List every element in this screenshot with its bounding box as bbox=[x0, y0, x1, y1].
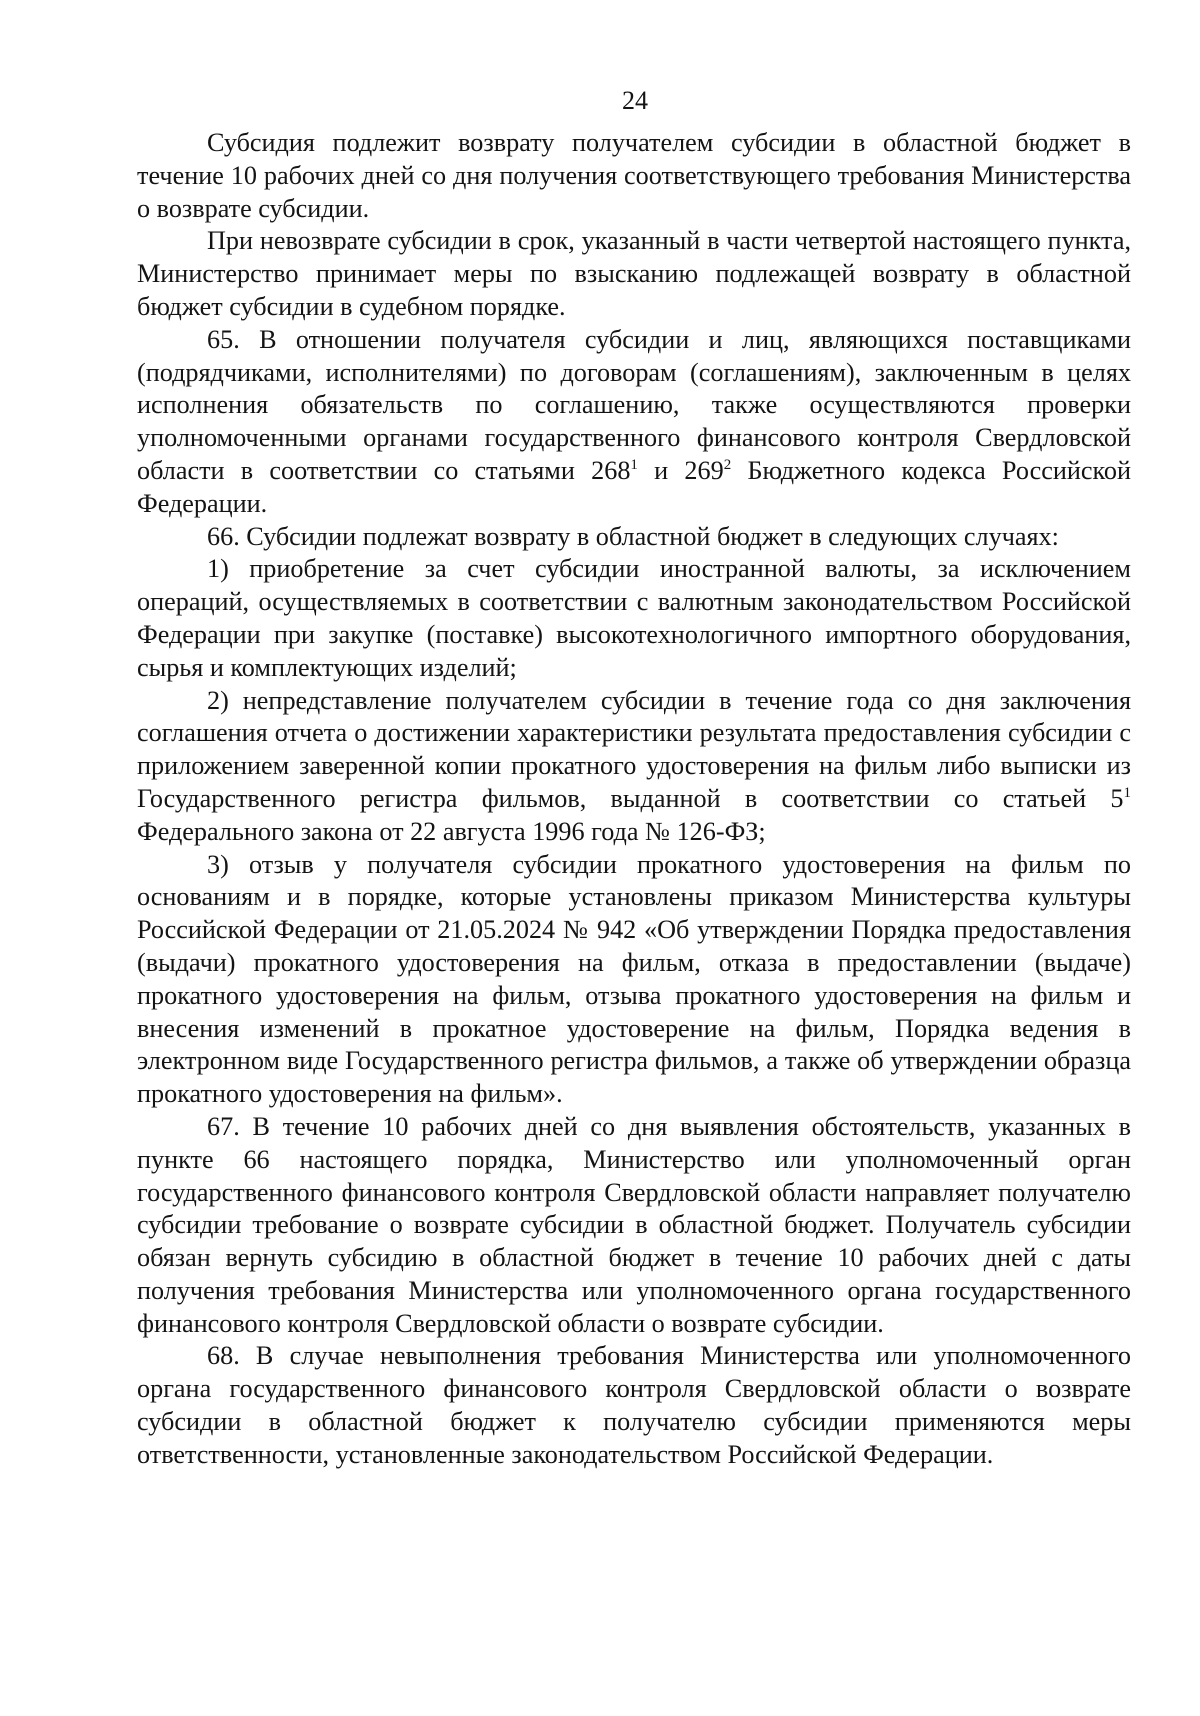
list-item-2-text-part2: Федерального закона от 22 августа 1996 года № 126-ФЗ; bbox=[137, 816, 766, 846]
superscript-article-5: 1 bbox=[1123, 784, 1131, 801]
paragraph-65-text-part2: и 269 bbox=[637, 455, 724, 485]
page-number: 24 bbox=[622, 86, 648, 115]
paragraph-non-return-measures: При невозврате субсидии в срок, указанный в части четвертой настоящего пункта, Министерство принимает меры по взысканию подлежащей возврату в областной бюджет субсидии в судебном порядке. bbox=[137, 226, 1131, 321]
list-item-2-text-part1: 2) непредставление получателем субсидии в течение года со дня заключения соглашения отчета о достижении характеристики результата предоставления субсидии с приложением заверенной копии прокатного удостоверения на фильм либо выписки из Государственного регистра фильмов, выданной в соответствии со статьей 5 bbox=[137, 685, 1131, 813]
superscript-article-269: 2 bbox=[723, 456, 732, 473]
paragraph-65-inspections bbox=[137, 324, 1131, 521]
superscript-article-268: 1 bbox=[630, 456, 638, 473]
list-item-3-certificate-revoked: 3) отзыв у получателя субсидии прокатного удостоверения на фильм по основаниям и в порядке, которые установлены приказом Министерства культуры Российской Федерации от 21.05.2024 № 942 «Об утверждении Порядка предоставления (выдачи) прокатного удостоверения на фильм, отказа в предоставлении (выдаче) прокатного удостоверения на фильм, отзыва прокатного удостоверения на фильм и внесения изменений в прокатное удостоверение на фильм, Порядка ведения в электронном виде Государственного регистра фильмов, а также об утверждении образца прокатного удостоверения на фильм». bbox=[137, 849, 1131, 1109]
paragraph-68-liability: 68. В случае невыполнения требования Министерства или уполномоченного органа государственного финансового контроля Свердловской области о возврате субсидии в областной бюджет к получателю субсидии применяются меры ответственности, установленные законодательством Российской Федерации. bbox=[137, 1341, 1131, 1469]
paragraph-65-text-part3: Бюджетного кодекса Российской Федерации. bbox=[137, 455, 1131, 518]
list-item-1-foreign-currency: 1) приобретение за счет субсидии иностранной валюты, за исключением операций, осуществляемых в соответствии с валютным законодательством Российской Федерации при закупке (поставке) высокотехнологичного импортного оборудования, сырья и комплектующих изделий; bbox=[137, 554, 1131, 682]
paragraph-65-text-part1: 65. В отношении получателя субсидии и лиц, являющихся поставщиками (подрядчиками, исполнителями) по договорам (соглашениям), заключенным в целях исполнения обязательств по соглашению, также осуществляются проверки уполномоченными органами государственного финансового контроля Свердловской области в соответствии со статьями 268 bbox=[137, 324, 1131, 485]
document-body bbox=[137, 127, 1131, 1472]
list-item-2-report-not-submitted bbox=[137, 685, 1131, 849]
paragraph-subsidy-return-term: Субсидия подлежит возврату получателем субсидии в областной бюджет в течение 10 рабочих дней со дня получения соответствующего требования Министерства о возврате субсидии. bbox=[137, 128, 1131, 223]
paragraph-66-return-cases: 66. Субсидии подлежат возврату в областной бюджет в следующих случаях: bbox=[207, 521, 1059, 551]
paragraph-67-return-demand: 67. В течение 10 рабочих дней со дня выявления обстоятельств, указанных в пункте 66 настоящего порядка, Министерство или уполномоченный орган государственного финансового контроля Свердловской области направляет получателю субсидии требование о возврате субсидии в областной бюджет. Получатель субсидии обязан вернуть субсидию в областной бюджет в течение 10 рабочих дней с даты получения требования Министерства или уполномоченного органа государственного финансового контроля Свердловской области о возврате субсидии. bbox=[137, 1111, 1131, 1338]
